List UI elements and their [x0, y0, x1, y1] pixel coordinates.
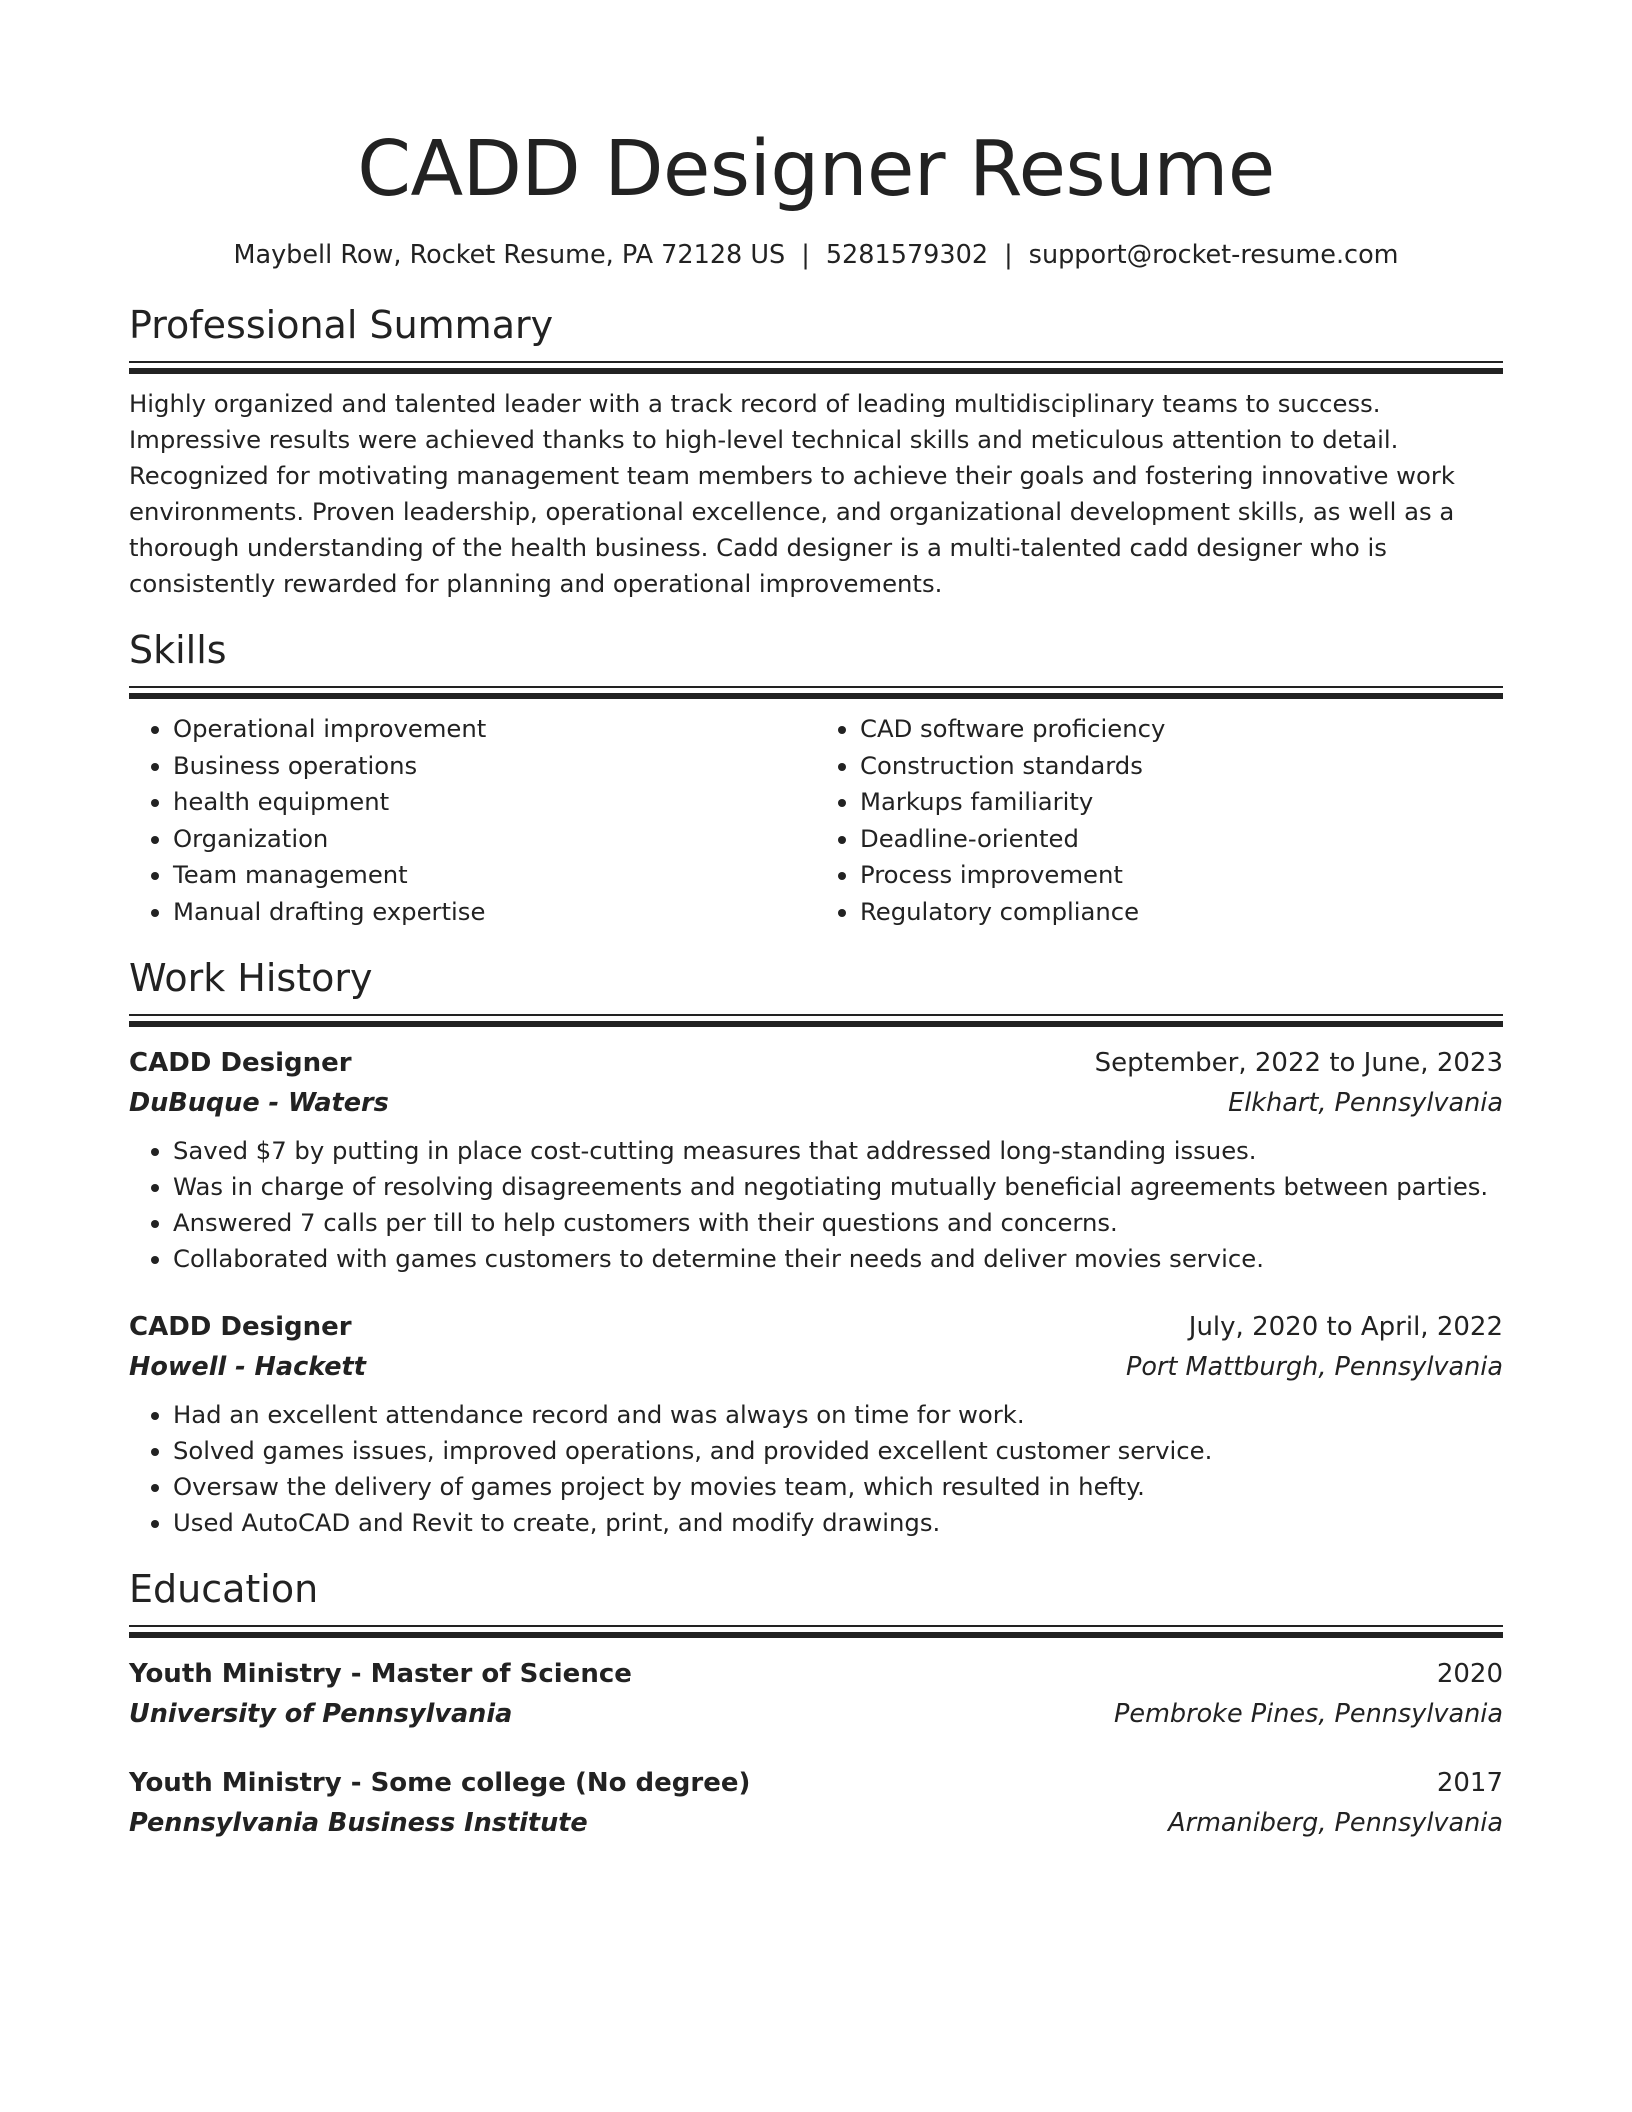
job-company: DuBuque - Waters: [129, 1088, 389, 1118]
section-divider: [129, 1014, 1503, 1016]
job-location: Port Mattburgh, Pennsylvania: [1125, 1352, 1503, 1382]
section-divider: [129, 361, 1503, 363]
summary-text: Highly organized and talented leader with a track record of leading multidisciplinary teams to success. Impressive results were achieved thanks to high-level technical skills and meticulous attention to detail. Recognized for motivating management team members to achieve their goals and fostering innovative work environments. Proven leadership, operational excellence, and organizational development skills, as well as a thorough understanding of the health business. Cadd designer is a multi-talented cadd designer who is consistently rewarded for planning and operational improvements.: [129, 389, 1455, 598]
skill-item: • health equipment: [173, 784, 816, 821]
skill-item: • Operational improvement: [173, 711, 816, 748]
job-bullets: [129, 1397, 1503, 1541]
job-bullet: • Used AutoCAD and Revit to create, print, and modify drawings.: [173, 1505, 1503, 1541]
job-bullet: • Answered 7 calls per till to help customers with their questions and concerns.: [173, 1205, 1503, 1241]
skill-item: • Manual drafting expertise: [173, 894, 816, 931]
contact-email: support@rocket-resume.com: [1028, 240, 1399, 270]
job-title: CADD Designer: [129, 1048, 352, 1078]
section-divider-thick: [129, 693, 1503, 699]
job-bullets: [129, 1133, 1503, 1277]
skill-item: • Business operations: [173, 748, 816, 785]
contact-address: Maybell Row, Rocket Resume, PA 72128 US: [233, 240, 786, 270]
contact-separator: |: [801, 240, 810, 270]
section-divider-thick: [129, 1021, 1503, 1027]
education-school: University of Pennsylvania: [129, 1699, 513, 1729]
job-bullet: • Saved $7 by putting in place cost-cutting measures that addressed long-standing issues.: [173, 1133, 1503, 1169]
section-heading-skills: Skills: [129, 628, 227, 672]
section-divider: [129, 686, 1503, 688]
skill-item: • Construction standards: [860, 748, 1503, 785]
job-entry: [129, 1307, 1503, 1541]
job-dates: September, 2022 to June, 2023: [1094, 1048, 1503, 1078]
job-title: CADD Designer: [129, 1312, 352, 1342]
job-entry: [129, 1043, 1503, 1277]
education-entry: [129, 1654, 1503, 1734]
job-location: Elkhart, Pennsylvania: [1228, 1088, 1503, 1118]
education-location: Pembroke Pines, Pennsylvania: [1114, 1699, 1503, 1729]
skills-column-left: [129, 711, 816, 930]
section-heading-work: Work History: [129, 956, 373, 1000]
education-year: 2017: [1436, 1768, 1503, 1798]
skill-item: • Process improvement: [860, 857, 1503, 894]
job-dates: July, 2020 to April, 2022: [1188, 1312, 1503, 1342]
contact-phone: 5281579302: [825, 240, 989, 270]
job-bullet: • Had an excellent attendance record and was always on time for work.: [173, 1397, 1503, 1433]
education-location: Armaniberg, Pennsylvania: [1168, 1808, 1503, 1838]
skill-item: • Regulatory compliance: [860, 894, 1503, 931]
job-bullet: • Collaborated with games customers to determine their needs and deliver movies service.: [173, 1241, 1503, 1277]
skill-item: • Markups familiarity: [860, 784, 1503, 821]
education-entry: [129, 1763, 1503, 1843]
skills-section: [129, 626, 1503, 930]
section-divider-thick: [129, 1632, 1503, 1638]
skills-column-right: [816, 711, 1503, 930]
section-heading-education: Education: [129, 1567, 319, 1611]
section-divider: [129, 1625, 1503, 1627]
summary-section: [129, 301, 1503, 602]
work-section: [129, 954, 1503, 1541]
job-bullet: • Oversaw the delivery of games project by movies team, which resulted in hefty.: [173, 1469, 1503, 1505]
skill-item: • Organization: [173, 821, 816, 858]
contact-line: [129, 238, 1503, 272]
education-school: Pennsylvania Business Institute: [129, 1808, 588, 1838]
education-degree: Youth Ministry - Some college (No degree): [129, 1768, 751, 1798]
job-bullet: • Was in charge of resolving disagreements and negotiating mutually beneficial agreements between parties.: [173, 1169, 1503, 1205]
section-heading-summary: Professional Summary: [129, 303, 554, 347]
resume-title: CADD Designer Resume: [357, 125, 1275, 214]
skills-list: [129, 711, 1503, 930]
job-company: Howell - Hackett: [129, 1352, 366, 1382]
skill-item: • CAD software proficiency: [860, 711, 1503, 748]
job-bullet: • Solved games issues, improved operations, and provided excellent customer service.: [173, 1433, 1503, 1469]
skill-item: • Team management: [173, 857, 816, 894]
skill-item: • Deadline-oriented: [860, 821, 1503, 858]
section-divider-thick: [129, 368, 1503, 374]
education-year: 2020: [1436, 1659, 1503, 1689]
education-section: [129, 1565, 1503, 1843]
contact-separator: |: [1004, 240, 1013, 270]
education-degree: Youth Ministry - Master of Science: [129, 1659, 632, 1689]
